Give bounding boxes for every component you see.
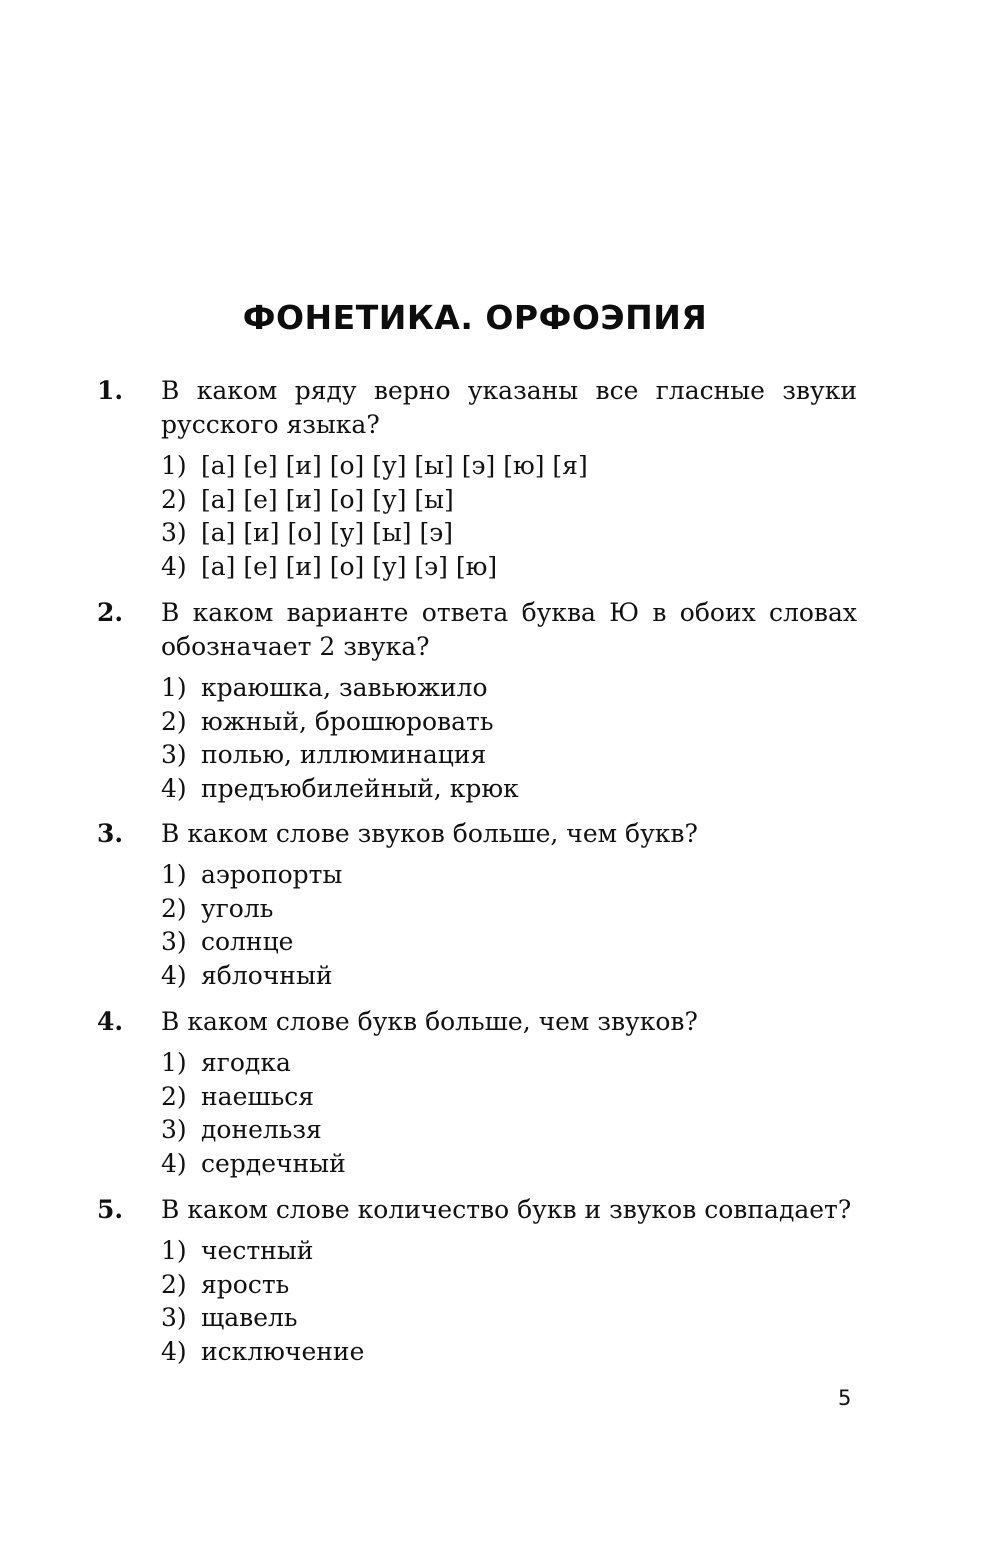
option-number: 1) bbox=[161, 1236, 187, 1265]
answer-option bbox=[161, 705, 857, 739]
option-number: 4) bbox=[161, 960, 187, 990]
answer-option bbox=[161, 1113, 857, 1147]
answer-option bbox=[161, 858, 857, 892]
option-text: [а] [и] [о] [у] [ы] [э] bbox=[201, 518, 454, 547]
option-number: 4) bbox=[161, 1148, 187, 1178]
option-number: 3) bbox=[161, 927, 187, 956]
answer-option bbox=[161, 671, 857, 705]
option-text: ягодка bbox=[201, 1048, 291, 1077]
answer-option bbox=[161, 1335, 857, 1369]
option-number: 4) bbox=[161, 1336, 187, 1366]
question-text: В каком слове букв больше, чем звуков? bbox=[161, 1007, 698, 1036]
option-number: 1) bbox=[161, 451, 187, 480]
option-text: солнце bbox=[201, 927, 294, 956]
question-4 bbox=[97, 1005, 857, 1180]
option-number: 2) bbox=[161, 706, 187, 736]
answer-options bbox=[161, 671, 857, 805]
option-number: 3) bbox=[161, 518, 187, 547]
question-3 bbox=[97, 817, 857, 992]
option-number: 4) bbox=[161, 551, 187, 581]
question-text: В каком слове количество букв и звуков совпадает? bbox=[161, 1195, 852, 1224]
answer-option bbox=[161, 550, 857, 584]
option-text: исключение bbox=[201, 1336, 365, 1366]
answer-option bbox=[161, 1147, 857, 1181]
option-text: донельзя bbox=[201, 1115, 322, 1144]
option-text: [а] [е] [и] [о] [у] [ы] [э] [ю] [я] bbox=[201, 451, 588, 480]
option-number: 3) bbox=[161, 1115, 187, 1144]
answer-options bbox=[161, 858, 857, 992]
option-text: яблочный bbox=[201, 960, 333, 990]
answer-option bbox=[161, 738, 857, 772]
question-2 bbox=[97, 596, 857, 805]
question-text: В каком слове звуков больше, чем букв? bbox=[161, 819, 698, 848]
option-number: 2) bbox=[161, 1269, 187, 1299]
option-number: 2) bbox=[161, 1081, 187, 1111]
question-text: В каком варианте ответа буква Ю в обоих словах обозначает 2 звука? bbox=[161, 598, 857, 661]
answer-option bbox=[161, 1046, 857, 1080]
answer-option bbox=[161, 516, 857, 550]
option-number: 4) bbox=[161, 773, 187, 803]
option-text: [а] [е] [и] [о] [у] [ы] bbox=[201, 484, 454, 514]
option-text: предъюбилейный, крюк bbox=[201, 773, 519, 803]
answer-option bbox=[161, 1301, 857, 1335]
question-text: В каком ряду верно указаны все гласные звуки русского языка? bbox=[161, 376, 857, 439]
answer-option bbox=[161, 1268, 857, 1302]
answer-options bbox=[161, 1046, 857, 1180]
option-number: 2) bbox=[161, 893, 187, 923]
answer-options bbox=[161, 449, 857, 583]
answer-option bbox=[161, 772, 857, 806]
option-number: 1) bbox=[161, 860, 187, 889]
question-number: 1. bbox=[97, 376, 124, 405]
answer-option bbox=[161, 1234, 857, 1268]
option-text: щавель bbox=[201, 1303, 298, 1332]
question-number: 4. bbox=[97, 1007, 124, 1036]
answer-option bbox=[161, 483, 857, 517]
answer-option bbox=[161, 959, 857, 993]
question-number: 2. bbox=[97, 598, 124, 627]
option-text: аэропорты bbox=[201, 860, 343, 889]
answer-options bbox=[161, 1234, 857, 1368]
option-text: уголь bbox=[201, 893, 274, 923]
option-text: краюшка, завьюжило bbox=[201, 673, 488, 702]
question-1 bbox=[97, 374, 857, 583]
option-text: [а] [е] [и] [о] [у] [э] [ю] bbox=[201, 551, 498, 581]
option-text: сердечный bbox=[201, 1148, 346, 1178]
option-number: 1) bbox=[161, 1048, 187, 1077]
answer-option bbox=[161, 1080, 857, 1114]
answer-option bbox=[161, 925, 857, 959]
option-text: наешься bbox=[201, 1081, 314, 1111]
page-title: ФОНЕТИКА. ОРФОЭПИЯ bbox=[242, 298, 708, 337]
option-number: 3) bbox=[161, 740, 187, 769]
question-number: 3. bbox=[97, 819, 124, 848]
answer-option bbox=[161, 449, 857, 483]
option-number: 2) bbox=[161, 484, 187, 514]
page-number: 5 bbox=[838, 1386, 852, 1410]
question-number: 5. bbox=[97, 1195, 124, 1224]
option-text: полью, иллюминация bbox=[201, 740, 487, 769]
option-number: 3) bbox=[161, 1303, 187, 1332]
option-number: 1) bbox=[161, 673, 187, 702]
option-text: ярость bbox=[201, 1269, 290, 1299]
question-5 bbox=[97, 1193, 857, 1368]
answer-option bbox=[161, 892, 857, 926]
option-text: южный, брошюровать bbox=[201, 706, 494, 736]
option-text: честный bbox=[201, 1236, 314, 1265]
